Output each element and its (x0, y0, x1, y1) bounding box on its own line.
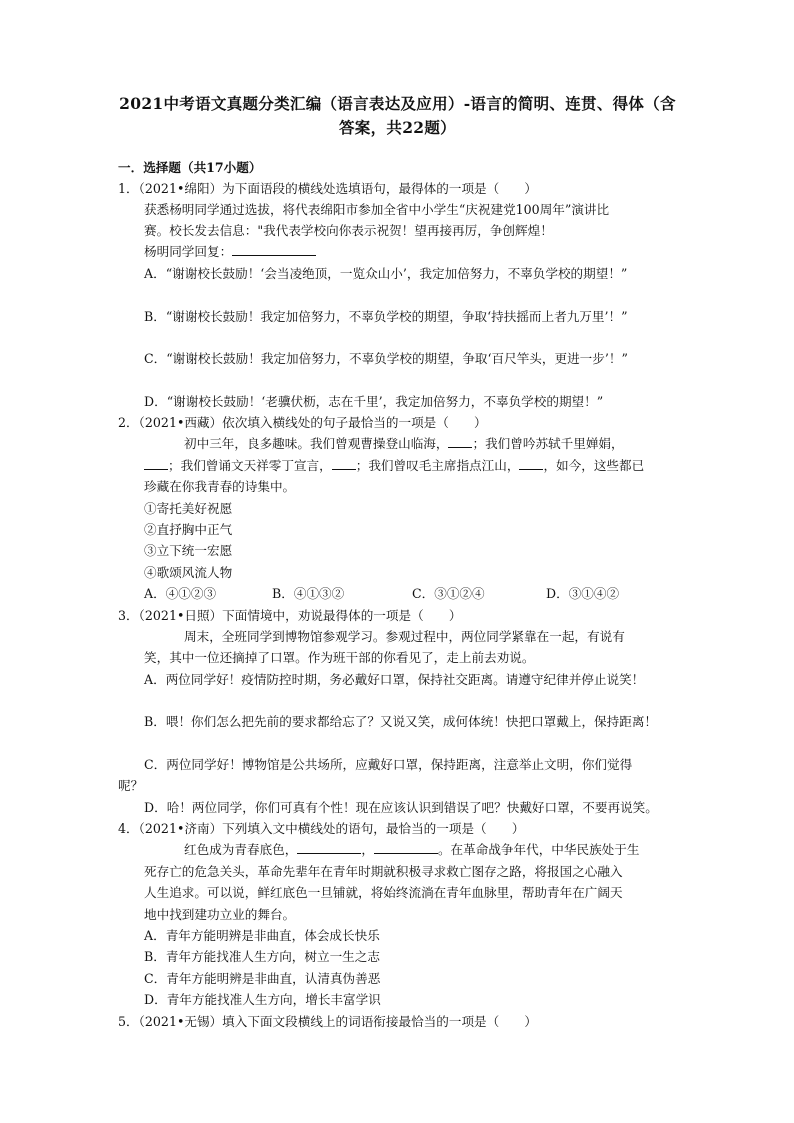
question-2-passage-line (184, 434, 624, 454)
passage-text: 红色成为青春底色， (184, 842, 298, 857)
question-1-stem: 1．（2021•绵阳）为下面语段的横线处选填语句，最得体的一项是（ ） (118, 181, 538, 196)
question-4-stem: 4．（2021•济南）下列填入文中横线处的语句，最恰当的一项是（ ） (118, 821, 525, 836)
answer-blank (448, 435, 472, 448)
question-3-option-d: D．哈！两位同学，你们可真有个性！现在应该认识到错误了吧？快戴好口罩，不要再说笑。 (144, 800, 658, 815)
question-3-option-c-cont: 呢？ (118, 778, 144, 793)
question-4-option-d: D．青年方能找准人生方向，增长丰富学识 (144, 992, 381, 1007)
passage-text: ；我们曾诵文天祥零丁宣言， (168, 458, 332, 473)
passage-text: ，如今，这些都已 (543, 458, 645, 473)
title-line-2: 答案，共22题） (339, 118, 456, 137)
question-2-option-a: A．④①②③ (144, 586, 217, 601)
question-3-stem: 3．（2021•日照）下面情境中，劝说最得体的一项是（ ） (118, 608, 462, 623)
passage-text: 初中三年，良多趣味。我们曾观曹操登山临海， (184, 436, 449, 451)
question-4-passage-line: 死存亡的危急关头，革命先辈年在青年时期就积极寻求救亡图存之路，将报国之心融入 (144, 864, 623, 879)
question-4-option-c: C．青年方能明辨是非曲直，认清真伪善恶 (144, 971, 381, 986)
question-2-item-2: ②直抒胸中正气 (144, 522, 233, 537)
question-2-stem: 2．（2021•西藏）依次填入横线处的句子最恰当的一项是（ ） (118, 415, 487, 430)
question-3-passage-line: 笑，其中一位还摘掉了口罩。作为班干部的你看见了，走上前去劝说。 (144, 650, 535, 665)
section-heading: 一．选择题（共17小题） (118, 160, 262, 175)
question-4-option-a: A．青年方能明辨是非曲直，体会成长快乐 (144, 928, 380, 943)
question-1-option-b: B．“谢谢校长鼓励！我定加倍努力，不辜负学校的期望，争取‘持扶摇而上者九万里’！” (144, 309, 628, 324)
question-2-option-d: D．③①④② (546, 586, 620, 601)
question-2-item-3: ③立下统一宏愿 (144, 543, 233, 558)
question-1-passage-line: 获悉杨明同学通过选拔，将代表绵阳市参加全省中小学生“庆祝建党100周年”演讲比 (144, 202, 610, 217)
question-3-option-c: C．两位同学好！博物馆是公共场所，应戴好口罩，保持距离，注意举止文明，你们觉得 (144, 757, 633, 772)
question-2-item-1: ①寄托美好祝愿 (144, 501, 233, 516)
passage-text: ， (361, 842, 374, 857)
question-3-passage-line: 周末，全班同学到博物馆参观学习。参观过程中，两位同学紧靠在一起，有说有 (184, 629, 625, 644)
title-line-1: 2021中考语文真题分类汇编（语言表达及应用）-语言的简明、连贯、得体（含 (119, 94, 676, 113)
passage-text: ；我们曾叹毛主席指点江山， (355, 458, 520, 473)
question-1-passage-line: 赛。校长发去信息："我代表学校向你表示祝贺！望再接再厉，争创辉煌！ (144, 223, 553, 238)
passage-text: ；我们曾吟苏轼千里婵娟， (472, 436, 624, 451)
answer-blank (374, 841, 438, 854)
question-1-reply-line (144, 242, 316, 262)
document-title (110, 92, 685, 140)
question-5-stem: 5．（2021•无锡）填入下面文段横线上的词语衔接最恰当的一项是（ ） (118, 1014, 538, 1029)
question-2-option-b: B．④①③② (272, 586, 345, 601)
question-4-passage-line (184, 840, 639, 860)
question-1-option-a: A．“谢谢校长鼓励！‘会当凌绝顶，一览众山小’，我定加倍努力，不辜负学校的期望！” (144, 266, 628, 281)
question-3-option-b: B．喂！你们怎么把先前的要求都给忘了？又说又笑，成何体统！快把口罩戴上，保持距离！ (144, 714, 658, 729)
question-3-option-a: A．两位同学好！疫情防控时期，务必戴好口罩，保持社交距离。请遵守纪律并停止说笑！ (144, 672, 645, 687)
answer-blank (232, 243, 316, 256)
question-2-passage-line (144, 456, 644, 476)
question-1-option-c: C．“谢谢校长鼓励！我定加倍努力，不辜负学校的期望，争取‘百尺竿头，更进一步’！” (144, 351, 628, 366)
passage-text: 。在革命战争年代，中华民族处于生 (437, 842, 640, 857)
question-2-option-c: C．③①②④ (412, 586, 485, 601)
question-4-passage-line: 地中找到建功立业的舞台。 (144, 907, 296, 922)
question-1-reply-label: 杨明同学回复： (144, 244, 233, 259)
answer-blank (297, 841, 361, 854)
question-2-item-4: ④歌颂风流人物 (144, 565, 233, 580)
question-1-option-d: D．“谢谢校长鼓励！‘老骥伏枥，志在千里’，我定加倍努力，不辜负学校的期望！” (144, 394, 604, 409)
answer-blank (519, 457, 543, 470)
question-4-passage-line: 人生追求。可以说，鲜红底色一旦铺就，将始终流淌在青年血脉里，帮助青年在广阔天 (144, 885, 623, 900)
answer-blank (144, 457, 168, 470)
question-2-passage-line: 珍藏在你我青春的诗集中。 (144, 479, 296, 494)
answer-blank (332, 457, 356, 470)
question-4-option-b: B．青年方能找准人生方向，树立一生之志 (144, 949, 380, 964)
